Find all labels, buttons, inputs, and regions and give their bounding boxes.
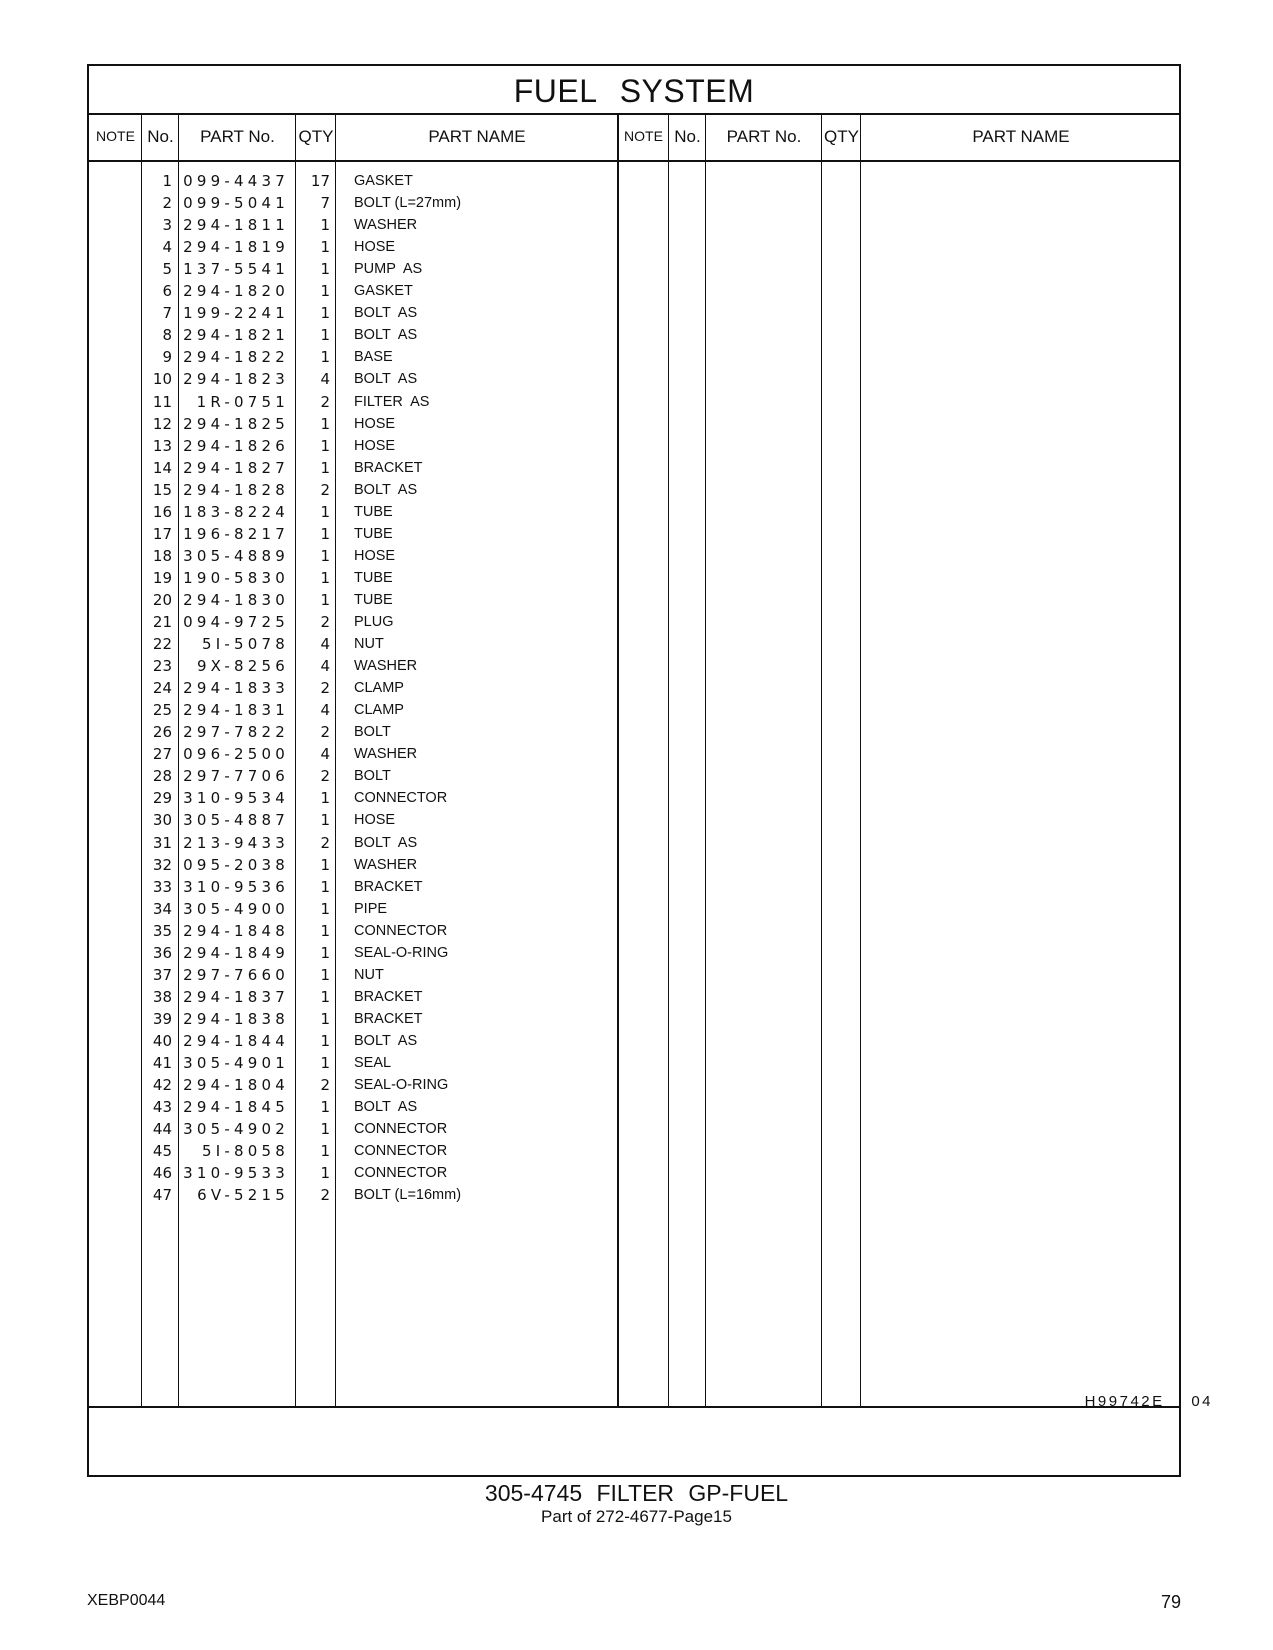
header-qty-right: QTY xyxy=(824,127,859,146)
table-row xyxy=(89,346,618,369)
part-name: BOLT AS xyxy=(354,371,418,388)
drawing-code: H99742E 04 xyxy=(1084,1393,1213,1410)
part-name: CONNECTOR xyxy=(354,790,448,807)
item-number: 35 xyxy=(152,921,172,940)
part-number: 137-5541 xyxy=(183,260,289,279)
item-number: 15 xyxy=(152,480,172,499)
quantity: 1 xyxy=(320,546,330,565)
part-name: SEAL-O-RING xyxy=(354,944,449,961)
table-row xyxy=(89,236,618,259)
table-row xyxy=(89,567,618,590)
part-number: 294-1838 xyxy=(183,1009,289,1028)
quantity: 4 xyxy=(320,635,330,654)
table-row xyxy=(89,192,618,215)
part-number: 294-1819 xyxy=(183,238,289,257)
item-number: 8 xyxy=(162,326,172,345)
part-name: TUBE xyxy=(354,525,393,542)
item-number: 18 xyxy=(152,546,172,565)
quantity: 2 xyxy=(320,480,330,499)
table-row xyxy=(89,501,618,524)
table-row xyxy=(89,854,618,877)
table-row xyxy=(89,876,618,899)
part-name: BOLT (L=27mm) xyxy=(354,195,462,212)
quantity: 1 xyxy=(320,238,330,257)
part-name: TUBE xyxy=(354,591,393,608)
quantity: 1 xyxy=(320,458,330,477)
item-number: 34 xyxy=(152,899,172,918)
part-name: GASKET xyxy=(354,283,413,300)
part-name: BOLT xyxy=(354,768,391,785)
item-number: 40 xyxy=(152,1031,172,1050)
part-name: BOLT xyxy=(354,724,391,741)
quantity: 1 xyxy=(320,1142,330,1161)
item-number: 36 xyxy=(152,943,172,962)
part-name: CONNECTOR xyxy=(354,1165,448,1182)
item-number: 27 xyxy=(152,745,172,764)
quantity: 2 xyxy=(320,1186,330,1205)
column-divider xyxy=(860,113,861,1406)
quantity: 2 xyxy=(320,679,330,698)
header-part-name-left: PART NAME xyxy=(428,127,526,146)
part-name: BRACKET xyxy=(354,988,423,1005)
item-number: 28 xyxy=(152,767,172,786)
part-number: 294-1827 xyxy=(183,458,289,477)
table-row xyxy=(89,324,618,347)
item-number: 9 xyxy=(162,348,172,367)
part-number: 294-1804 xyxy=(183,1076,289,1095)
table-row xyxy=(89,1008,618,1031)
item-number: 1 xyxy=(162,172,172,190)
item-number: 42 xyxy=(152,1076,172,1095)
part-name: BASE xyxy=(354,349,393,366)
quantity: 17 xyxy=(310,172,330,190)
table-row xyxy=(89,633,618,656)
part-name: NUT xyxy=(354,966,384,983)
header-part-name-right: PART NAME xyxy=(972,127,1070,146)
part-number: 294-1844 xyxy=(183,1031,289,1050)
part-name: BOLT AS xyxy=(354,1099,418,1116)
header-no-right: No. xyxy=(674,127,701,146)
part-number: 305-4900 xyxy=(183,899,289,918)
table-row xyxy=(89,743,618,766)
quantity: 1 xyxy=(320,1098,330,1117)
part-name: WASHER xyxy=(354,746,418,763)
column-divider xyxy=(668,113,669,1406)
quantity: 1 xyxy=(320,216,330,235)
quantity: 1 xyxy=(320,877,330,896)
quantity: 1 xyxy=(320,1054,330,1072)
table-row xyxy=(89,809,618,832)
part-name: BOLT AS xyxy=(354,305,418,322)
item-number: 38 xyxy=(152,987,172,1006)
part-number: 294-1849 xyxy=(183,943,289,962)
part-number: 5I-8058 xyxy=(202,1142,289,1161)
item-number: 10 xyxy=(152,370,172,389)
table-row xyxy=(89,920,618,943)
part-name: BOLT AS xyxy=(354,481,418,498)
part-name: GASKET xyxy=(354,173,413,189)
table-row xyxy=(89,1096,618,1119)
part-number: 294-1830 xyxy=(183,590,289,609)
part-number: 1R-0751 xyxy=(196,392,289,411)
item-number: 13 xyxy=(152,436,172,455)
table-row xyxy=(89,721,618,744)
parts-list-frame xyxy=(87,64,1181,1477)
assembly-subcaption: Part of 272-4677-Page15 xyxy=(541,1507,732,1526)
table-row xyxy=(89,942,618,965)
part-number: 213-9433 xyxy=(183,833,289,852)
table-row xyxy=(89,1162,618,1185)
quantity: 1 xyxy=(320,260,330,279)
quantity: 2 xyxy=(320,723,330,742)
item-number: 17 xyxy=(152,524,172,543)
table-row xyxy=(89,832,618,855)
part-number: 095-2038 xyxy=(183,855,289,874)
part-number: 305-4902 xyxy=(183,1120,289,1139)
part-name: BRACKET xyxy=(354,1010,423,1027)
page-number: 79 xyxy=(1160,1592,1181,1612)
table-row xyxy=(89,1030,618,1053)
quantity: 2 xyxy=(320,613,330,631)
item-number: 46 xyxy=(152,1164,172,1183)
table-row xyxy=(89,1140,618,1163)
item-number: 24 xyxy=(152,679,172,698)
part-number: 294-1833 xyxy=(183,679,289,698)
quantity: 1 xyxy=(320,436,330,455)
table-row xyxy=(89,479,618,502)
part-number: 099-4437 xyxy=(183,172,289,190)
part-number: 294-1845 xyxy=(183,1098,289,1117)
table-row xyxy=(89,1118,618,1141)
header-part-no-right: PART No. xyxy=(726,127,802,146)
item-number: 22 xyxy=(152,635,172,654)
item-number: 16 xyxy=(152,502,172,521)
item-number: 26 xyxy=(152,723,172,742)
item-number: 44 xyxy=(152,1120,172,1139)
part-name: CLAMP xyxy=(354,680,404,697)
item-number: 7 xyxy=(162,304,172,323)
part-number: 199-2241 xyxy=(183,304,289,323)
part-number: 294-1825 xyxy=(183,414,289,433)
part-name: BOLT AS xyxy=(354,834,418,851)
quantity: 7 xyxy=(320,194,330,213)
part-number: 294-1821 xyxy=(183,326,289,345)
part-number: 294-1811 xyxy=(183,216,289,235)
item-number: 5 xyxy=(162,260,172,279)
part-number: 096-2500 xyxy=(183,745,289,764)
table-row xyxy=(89,280,618,303)
header-note-left: NOTE xyxy=(96,128,135,144)
part-name: TUBE xyxy=(354,503,393,520)
item-number: 43 xyxy=(152,1098,172,1117)
item-number: 19 xyxy=(152,568,172,587)
quantity: 1 xyxy=(320,304,330,323)
part-name: CONNECTOR xyxy=(354,922,448,939)
quantity: 1 xyxy=(320,282,330,301)
item-number: 45 xyxy=(152,1142,172,1161)
table-row xyxy=(89,677,618,700)
part-name: CONNECTOR xyxy=(354,1121,448,1138)
item-number: 25 xyxy=(152,701,172,720)
part-name: TUBE xyxy=(354,569,393,586)
quantity: 1 xyxy=(320,1120,330,1139)
part-name: WASHER xyxy=(354,856,418,873)
table-row xyxy=(89,258,618,281)
quantity: 1 xyxy=(320,1009,330,1028)
table-row xyxy=(89,368,618,391)
quantity: 4 xyxy=(320,701,330,720)
part-name: FILTER AS xyxy=(354,393,430,410)
part-number: 297-7660 xyxy=(183,965,289,984)
part-name: HOSE xyxy=(354,415,396,432)
quantity: 2 xyxy=(320,767,330,786)
part-number: 305-4889 xyxy=(183,546,289,565)
table-row xyxy=(89,391,618,414)
part-number: 297-7822 xyxy=(183,723,289,742)
quantity: 1 xyxy=(320,590,330,609)
table-row xyxy=(89,1184,618,1207)
quantity: 2 xyxy=(320,392,330,411)
table-row xyxy=(89,1074,618,1097)
item-number: 39 xyxy=(152,1009,172,1028)
part-number: 294-1831 xyxy=(183,701,289,720)
header-part-no-left: PART No. xyxy=(200,127,275,146)
part-name: PIPE xyxy=(354,900,388,917)
item-number: 41 xyxy=(152,1054,172,1072)
part-number: 190-5830 xyxy=(183,568,289,587)
header-no-left: No. xyxy=(147,127,174,146)
quantity: 1 xyxy=(320,524,330,543)
part-name: PLUG xyxy=(354,614,394,630)
table-row xyxy=(89,787,618,810)
quantity: 1 xyxy=(320,965,330,984)
item-number: 12 xyxy=(152,414,172,433)
column-divider xyxy=(821,113,822,1406)
part-name: PUMP AS xyxy=(354,261,423,278)
quantity: 1 xyxy=(320,502,330,521)
part-number: 305-4887 xyxy=(183,811,289,830)
item-number: 37 xyxy=(152,965,172,984)
table-row xyxy=(89,413,618,436)
table-row xyxy=(89,699,618,722)
header-divider xyxy=(89,160,1179,162)
part-name: CONNECTOR xyxy=(354,1143,448,1160)
part-number: 196-8217 xyxy=(183,524,289,543)
table-row xyxy=(89,523,618,546)
part-number: 294-1837 xyxy=(183,987,289,1006)
table-row xyxy=(89,302,618,325)
table-row xyxy=(89,545,618,568)
quantity: 2 xyxy=(320,1076,330,1095)
table-row xyxy=(89,765,618,788)
table-row xyxy=(89,611,618,634)
table-row xyxy=(89,435,618,458)
part-number: 6V-5215 xyxy=(197,1186,289,1205)
quantity: 1 xyxy=(320,348,330,367)
part-name: BOLT AS xyxy=(354,327,418,344)
part-number: 294-1820 xyxy=(183,282,289,301)
part-number: 294-1828 xyxy=(183,480,289,499)
item-number: 14 xyxy=(152,458,172,477)
part-number: 305-4901 xyxy=(183,1054,289,1072)
quantity: 4 xyxy=(320,370,330,389)
table-row xyxy=(89,655,618,678)
part-number: 294-1826 xyxy=(183,436,289,455)
part-name: HOSE xyxy=(354,547,396,564)
table-row xyxy=(89,170,618,193)
part-name: WASHER xyxy=(354,217,418,234)
column-divider xyxy=(705,113,706,1406)
item-number: 23 xyxy=(152,657,172,676)
item-number: 3 xyxy=(162,216,172,235)
quantity: 2 xyxy=(320,833,330,852)
header-note-right: NOTE xyxy=(624,128,663,144)
part-number: 9X-8256 xyxy=(196,657,289,676)
assembly-caption: 305-4745 FILTER GP-FUEL xyxy=(484,1480,789,1506)
part-name: CLAMP xyxy=(354,702,404,719)
quantity: 4 xyxy=(320,657,330,676)
quantity: 1 xyxy=(320,789,330,808)
part-number: 5I-5078 xyxy=(202,635,289,654)
item-number: 32 xyxy=(152,855,172,874)
table-row xyxy=(89,964,618,987)
part-name: WASHER xyxy=(354,658,418,675)
part-number: 294-1823 xyxy=(183,370,289,389)
item-number: 21 xyxy=(152,613,172,631)
part-number: 294-1822 xyxy=(183,348,289,367)
item-number: 29 xyxy=(152,789,172,808)
quantity: 1 xyxy=(320,811,330,830)
part-name: NUT xyxy=(354,636,384,653)
quantity: 1 xyxy=(320,414,330,433)
item-number: 30 xyxy=(152,811,172,830)
part-name: HOSE xyxy=(354,437,396,454)
item-number: 6 xyxy=(162,282,172,301)
table-row xyxy=(89,457,618,480)
part-name: HOSE xyxy=(354,812,396,829)
part-number: 310-9534 xyxy=(183,789,289,808)
part-number: 183-8224 xyxy=(183,502,289,521)
quantity: 1 xyxy=(320,568,330,587)
table-row xyxy=(89,898,618,921)
quantity: 1 xyxy=(320,1164,330,1183)
table-row xyxy=(89,589,618,612)
header-qty-left: QTY xyxy=(298,127,334,146)
page-title: FUEL SYSTEM xyxy=(89,66,1179,115)
item-number: 11 xyxy=(152,392,172,411)
item-number: 47 xyxy=(152,1186,172,1205)
part-name: BOLT (L=16mm) xyxy=(354,1187,462,1204)
quantity: 1 xyxy=(320,987,330,1006)
part-number: 099-5041 xyxy=(183,194,289,213)
quantity: 1 xyxy=(320,1031,330,1050)
quantity: 1 xyxy=(320,921,330,940)
part-number: 310-9533 xyxy=(183,1164,289,1183)
part-number: 094-9725 xyxy=(183,613,289,631)
quantity: 4 xyxy=(320,745,330,764)
item-number: 33 xyxy=(152,877,172,896)
part-name: BRACKET xyxy=(354,459,423,476)
part-name: SEAL xyxy=(354,1055,392,1071)
item-number: 4 xyxy=(162,238,172,257)
part-name: BRACKET xyxy=(354,878,423,895)
part-number: 294-1848 xyxy=(183,921,289,940)
table-row xyxy=(89,1052,618,1075)
table-row xyxy=(89,986,618,1009)
document-id: XEBP0044 xyxy=(87,1592,166,1609)
quantity: 1 xyxy=(320,899,330,918)
part-number: 297-7706 xyxy=(183,767,289,786)
part-name: BOLT AS xyxy=(354,1032,418,1049)
item-number: 20 xyxy=(152,590,172,609)
part-number: 310-9536 xyxy=(183,877,289,896)
quantity: 1 xyxy=(320,855,330,874)
item-number: 2 xyxy=(162,194,172,213)
part-name: HOSE xyxy=(354,239,396,256)
item-number: 31 xyxy=(152,833,172,852)
part-name: SEAL-O-RING xyxy=(354,1077,449,1094)
quantity: 1 xyxy=(320,326,330,345)
quantity: 1 xyxy=(320,943,330,962)
table-row xyxy=(89,214,618,237)
